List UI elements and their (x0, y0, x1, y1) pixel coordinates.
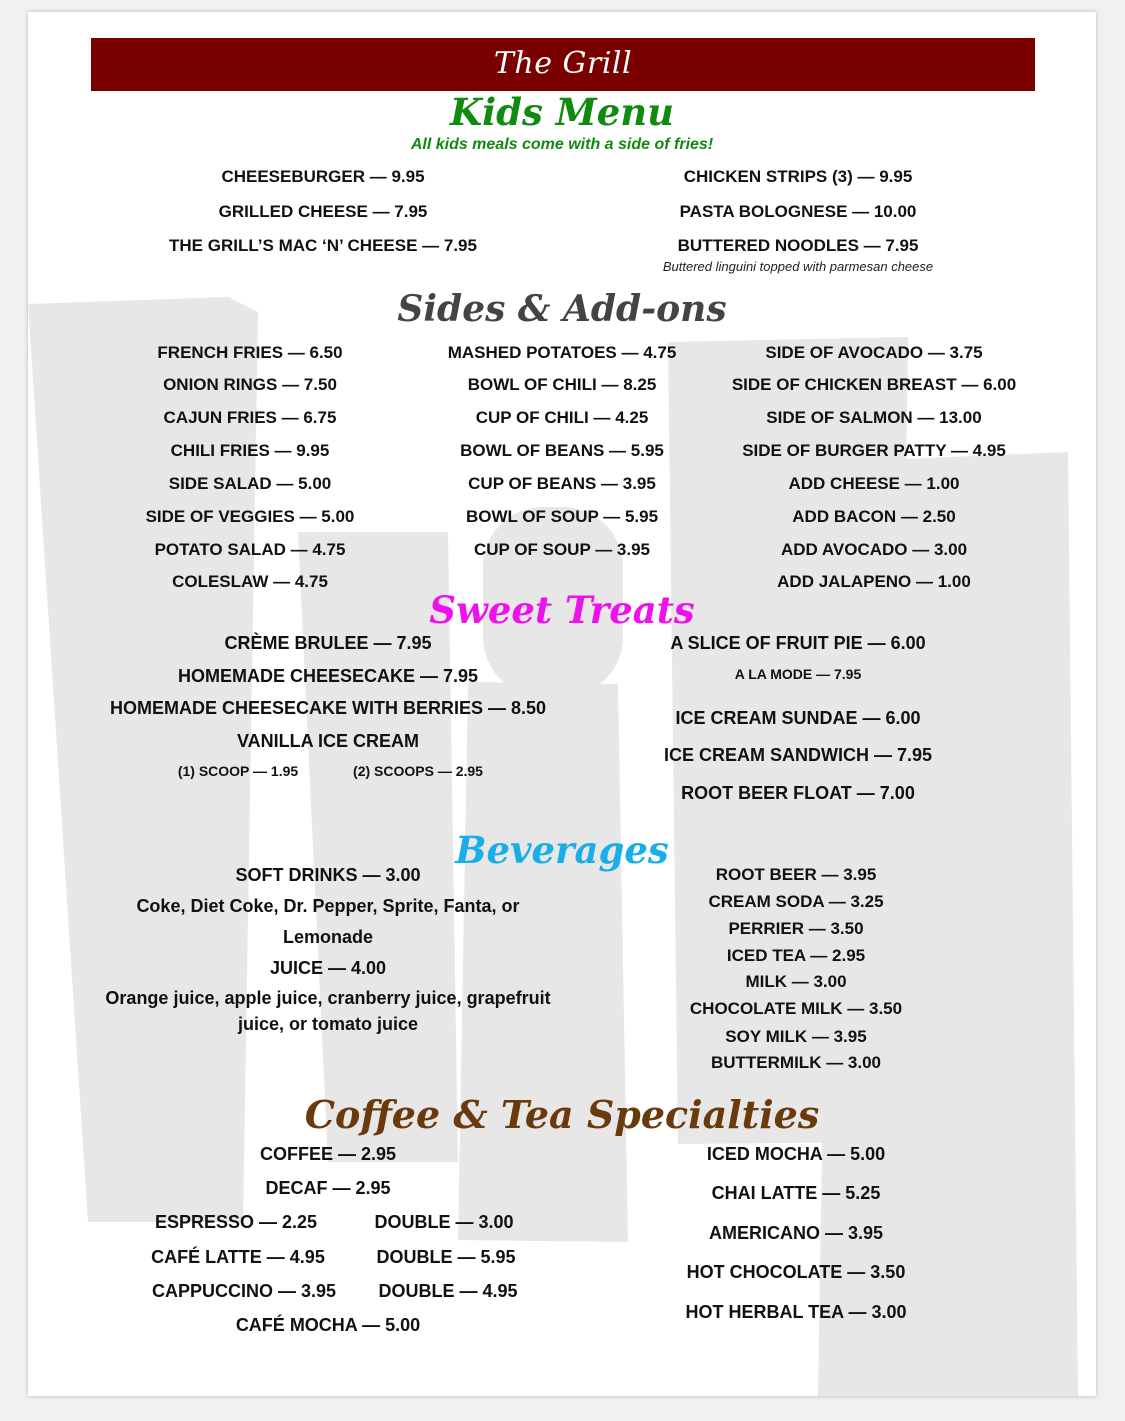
coffee-item-double: DOUBLE — 3.00 (374, 1212, 514, 1232)
sides-item: BOWL OF SOUP — 5.95 (465, 507, 659, 526)
beverage-item: ROOT BEER — 3.95 (715, 865, 877, 884)
beverage-item: PERRIER — 3.50 (728, 919, 864, 938)
sides-title: Sides & Add-ons (397, 288, 727, 330)
coffee-item: CAPPUCCINO — 3.95 (151, 1281, 337, 1301)
sweets-item: HOMEMADE CHEESECAKE — 7.95 (177, 666, 479, 686)
sides-item: SIDE OF VEGGIES — 5.00 (145, 507, 355, 526)
sweets-item: ICE CREAM SUNDAE — 6.00 (675, 708, 921, 728)
sweets-item: VANILLA ICE CREAM (237, 731, 419, 751)
beverage-item: SOY MILK — 3.95 (725, 1027, 867, 1046)
coffee-item: ICED MOCHA — 5.00 (706, 1144, 886, 1164)
juice-list: Orange juice, apple juice, cranberry juice, grapefruit (105, 988, 551, 1008)
sides-item: SIDE OF SALMON — 13.00 (766, 408, 982, 427)
sides-item: FRENCH FRIES — 6.50 (157, 343, 343, 362)
coffee-item: ESPRESSO — 2.25 (154, 1212, 318, 1232)
beverage-item: ICED TEA — 2.95 (726, 946, 866, 965)
sides-item: COLESLAW — 4.75 (172, 572, 328, 591)
juice-list: juice, or tomato juice (237, 1014, 419, 1034)
sides-item: CAJUN FRIES — 6.75 (163, 408, 337, 427)
coffee-item: CAFÉ LATTE — 4.95 (151, 1247, 325, 1267)
sides-item: BOWL OF BEANS — 5.95 (460, 441, 664, 460)
coffee-tea-title: Coffee & Tea Specialties (304, 1092, 820, 1137)
sides-item: SIDE OF BURGER PATTY — 4.95 (742, 441, 1006, 460)
beverage-item: MILK — 3.00 (745, 972, 847, 991)
sides-item: ADD AVOCADO — 3.00 (780, 540, 968, 559)
beverage-item: BUTTERMILK — 3.00 (710, 1053, 882, 1072)
coffee-item: HOT CHOCOLATE — 3.50 (686, 1262, 906, 1282)
coffee-item: DECAF — 2.95 (265, 1178, 391, 1198)
scoop-one-price: (1) SCOOP — 1.95 (177, 763, 299, 779)
sides-item: MASHED POTATOES — 4.75 (447, 343, 677, 362)
beverages-title: Beverages (455, 828, 669, 872)
sides-item: CUP OF SOUP — 3.95 (473, 540, 651, 559)
sides-item: ONION RINGS — 7.50 (163, 375, 337, 394)
scoop-two-price: (2) SCOOPS — 2.95 (353, 763, 483, 779)
sweets-item: ICE CREAM SANDWICH — 7.95 (663, 745, 933, 765)
sweets-item: ROOT BEER FLOAT — 7.00 (681, 783, 915, 803)
menu-page (28, 12, 1096, 1396)
a-la-mode-price: A LA MODE — 7.95 (734, 666, 862, 682)
sides-item: ADD BACON — 2.50 (792, 507, 956, 526)
kids-menu-subtitle: All kids meals come with a side of fries! (410, 136, 714, 153)
coffee-item-double: DOUBLE — 5.95 (376, 1247, 516, 1267)
kids-menu-title: Kids Menu (449, 90, 675, 134)
sides-item: SIDE SALAD — 5.00 (168, 474, 332, 493)
kids-item: THE GRILL’S MAC ‘N’ CHEESE — 7.95 (169, 236, 477, 255)
soft-drinks-list: Lemonade (282, 927, 374, 947)
sweets-item: A SLICE OF FRUIT PIE — 6.00 (670, 633, 926, 653)
restaurant-name: The Grill (493, 46, 633, 81)
kids-item: BUTTERED NOODLES — 7.95 (677, 236, 919, 255)
sweets-item: HOMEMADE CHEESECAKE WITH BERRIES — 8.50 (109, 698, 547, 718)
buttered-noodles-note: Buttered linguini topped with parmesan cheese (662, 259, 934, 274)
beverage-item: CREAM SODA — 3.25 (708, 892, 884, 911)
kids-item: GRILLED CHEESE — 7.95 (218, 202, 428, 221)
kids-item: PASTA BOLOGNESE — 10.00 (679, 202, 917, 221)
soft-drinks-list: Coke, Diet Coke, Dr. Pepper, Sprite, Fanta, or (136, 896, 520, 916)
sides-item: BOWL OF CHILI — 8.25 (467, 375, 657, 394)
sides-item: POTATO SALAD — 4.75 (154, 540, 346, 559)
restaurant-banner (91, 38, 1035, 91)
coffee-item: HOT HERBAL TEA — 3.00 (685, 1302, 907, 1322)
coffee-item: COFFEE — 2.95 (259, 1144, 397, 1164)
coffee-item: AMERICANO — 3.95 (708, 1223, 884, 1243)
sides-item: CHILI FRIES — 9.95 (170, 441, 330, 460)
sides-item: ADD JALAPENO — 1.00 (777, 572, 971, 591)
sides-item: SIDE OF AVOCADO — 3.75 (765, 343, 983, 362)
coffee-item: CHAI LATTE — 5.25 (711, 1183, 881, 1203)
kids-item: CHICKEN STRIPS (3) — 9.95 (683, 167, 913, 186)
juice-price: JUICE — 4.00 (269, 958, 387, 978)
sweets-title: Sweet Treats (429, 588, 695, 632)
beverage-item: CHOCOLATE MILK — 3.50 (689, 999, 903, 1018)
kids-item: CHEESEBURGER — 9.95 (221, 167, 425, 186)
sides-item: CUP OF BEANS — 3.95 (468, 474, 656, 493)
sweets-item: CRÈME BRULEE — 7.95 (224, 633, 432, 653)
sides-item: SIDE OF CHICKEN BREAST — 6.00 (731, 375, 1017, 394)
soft-drinks-price: SOFT DRINKS — 3.00 (235, 865, 421, 885)
sides-item: ADD CHEESE — 1.00 (788, 474, 960, 493)
coffee-item: CAFÉ MOCHA — 5.00 (235, 1315, 421, 1335)
sides-item: CUP OF CHILI — 4.25 (475, 408, 649, 427)
coffee-item-double: DOUBLE — 4.95 (378, 1281, 518, 1301)
